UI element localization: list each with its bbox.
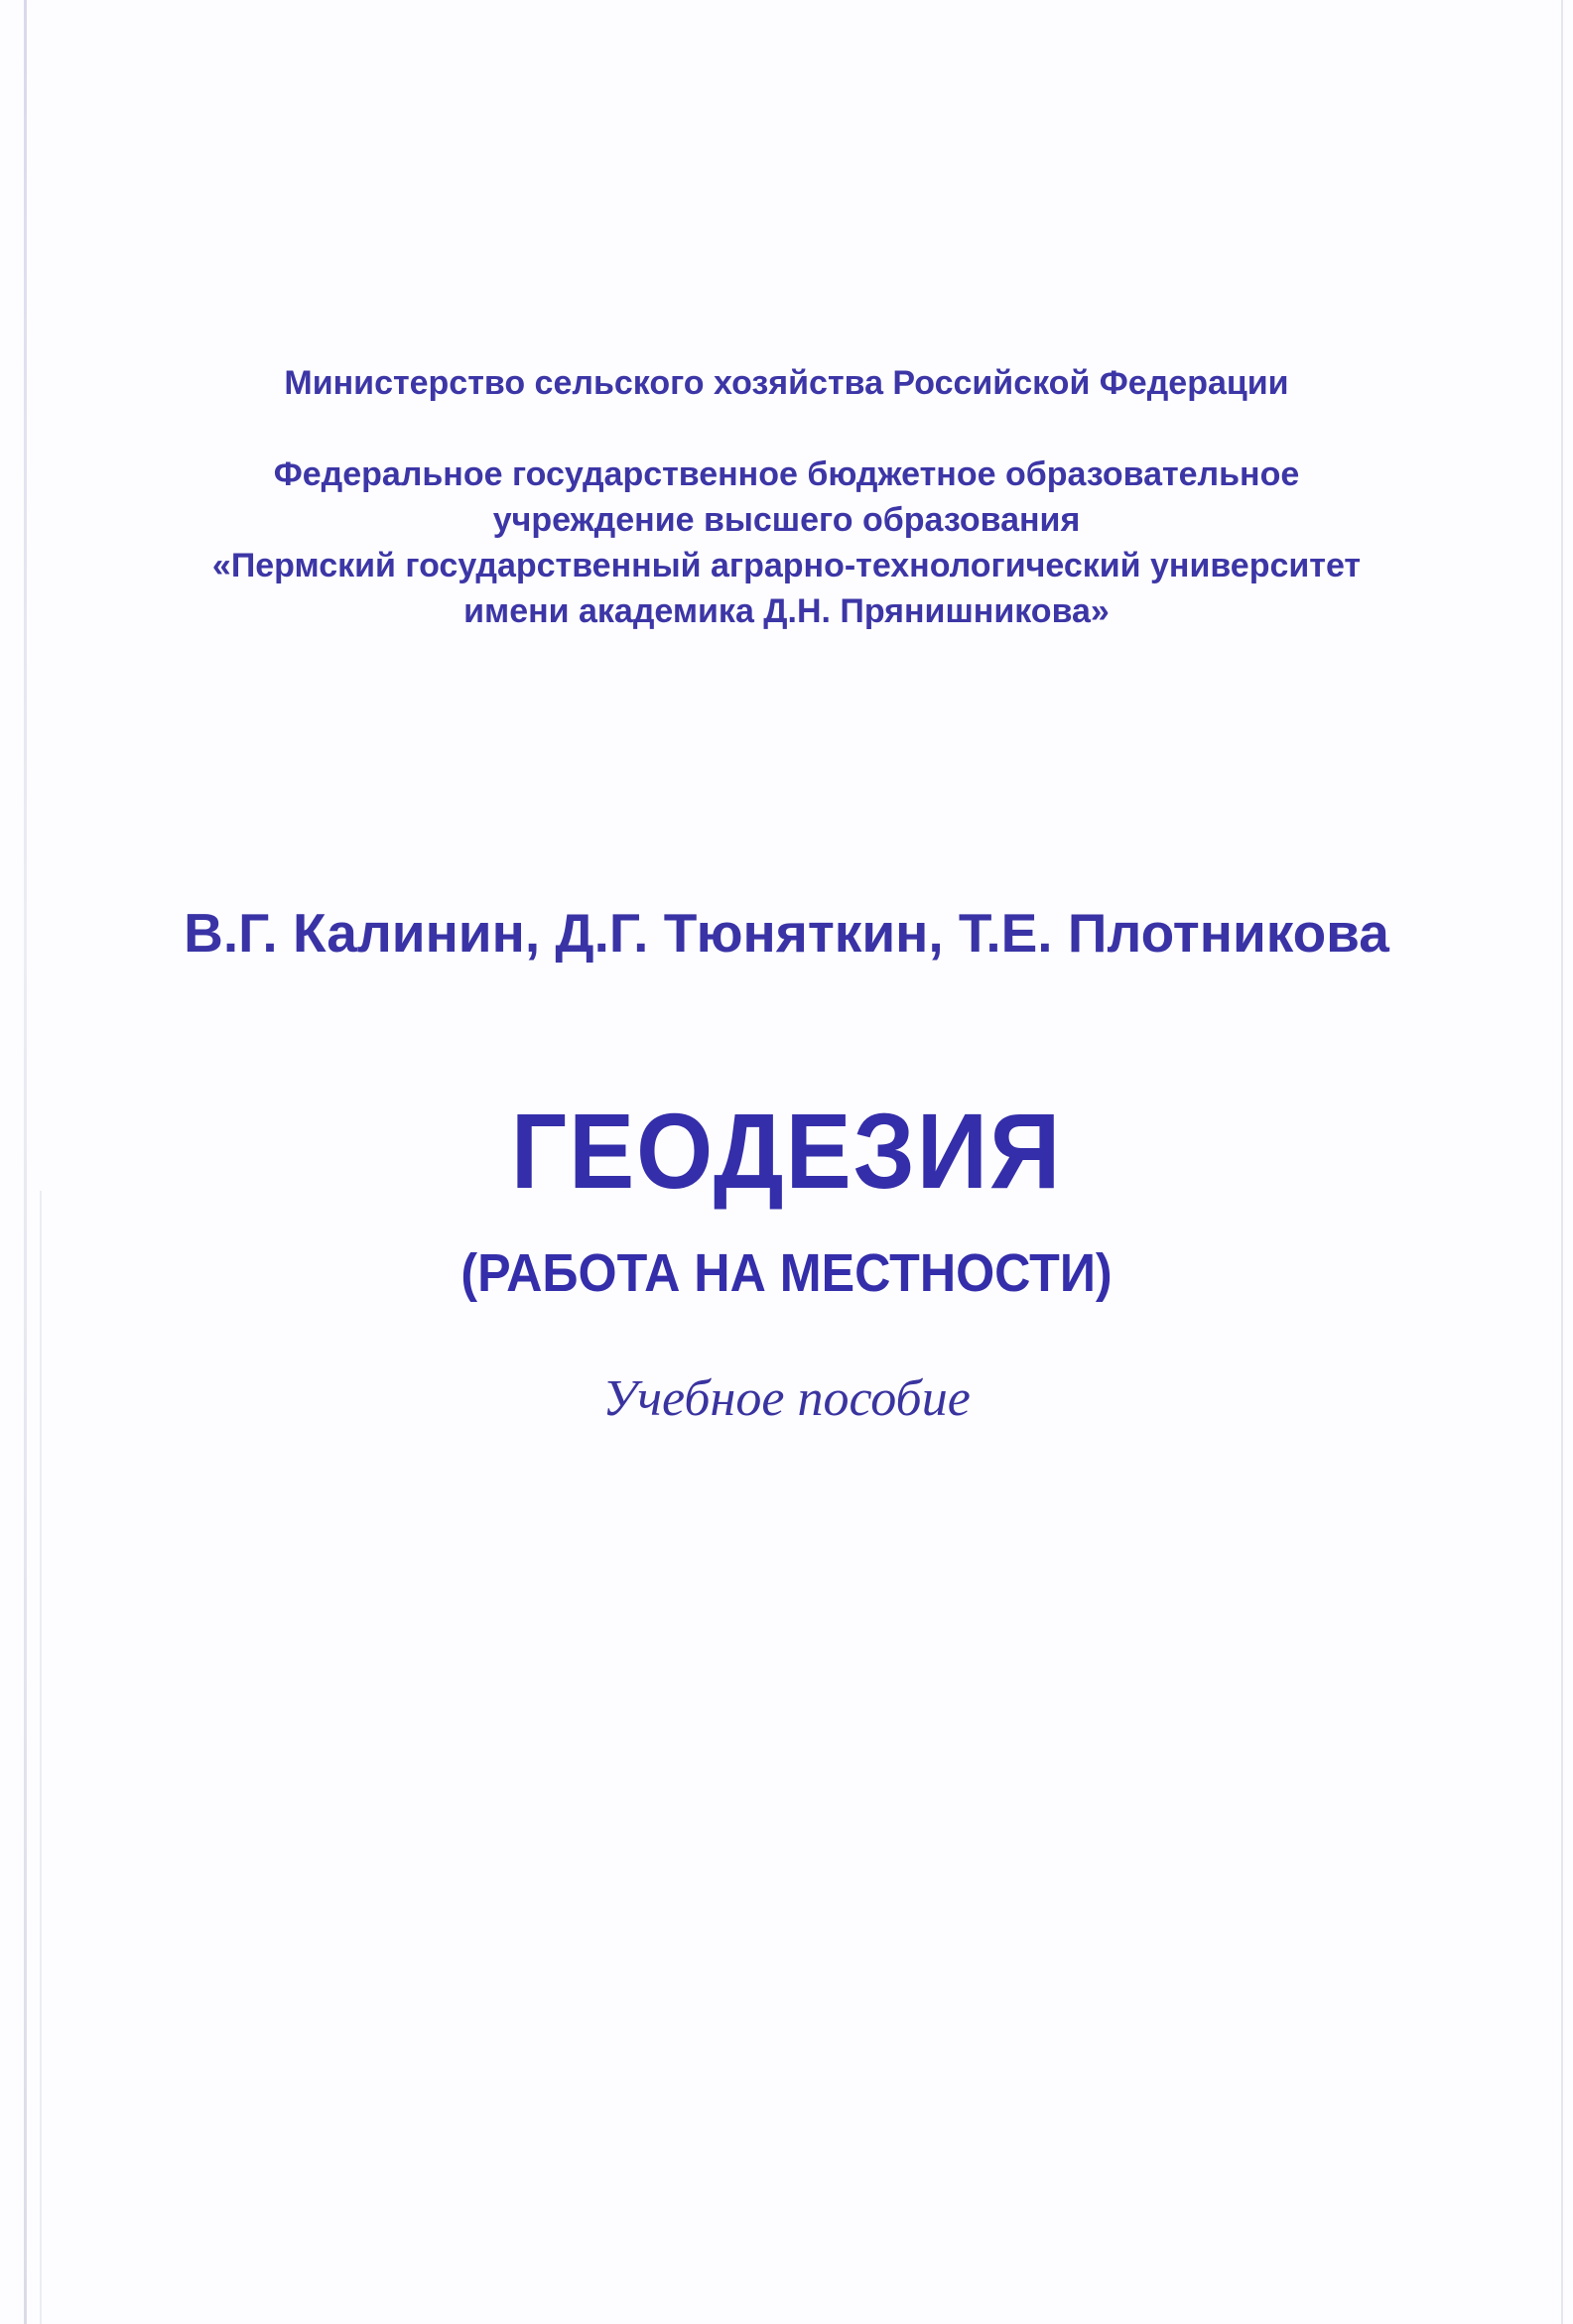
ministry-heading: Министерство сельского хозяйства Российской Федерации <box>284 364 1289 402</box>
authors-line: В.Г. Калинин, Д.Г. Тюняткин, Т.Е. Плотникова <box>184 902 1389 964</box>
institution-line: «Пермский государственный аграрно-технологический университет <box>211 547 1362 584</box>
institution-line: учреждение высшего образования <box>492 501 1081 539</box>
document-type: Учебное пособие <box>602 1370 971 1427</box>
book-title: ГЕОДЕЗИЯ <box>510 1091 1063 1211</box>
book-subtitle: (РАБОТА НА МЕСТНОСТИ) <box>460 1243 1113 1303</box>
institution-block <box>0 452 1573 634</box>
scan-edge-line-right <box>1561 0 1563 2324</box>
scan-edge-line-left-inner <box>40 1191 42 2324</box>
institution-line: имени академика Д.Н. Прянишникова» <box>463 592 1110 630</box>
scan-edge-line-left <box>24 0 27 2324</box>
institution-line: Федеральное государственное бюджетное образовательное <box>273 455 1300 493</box>
